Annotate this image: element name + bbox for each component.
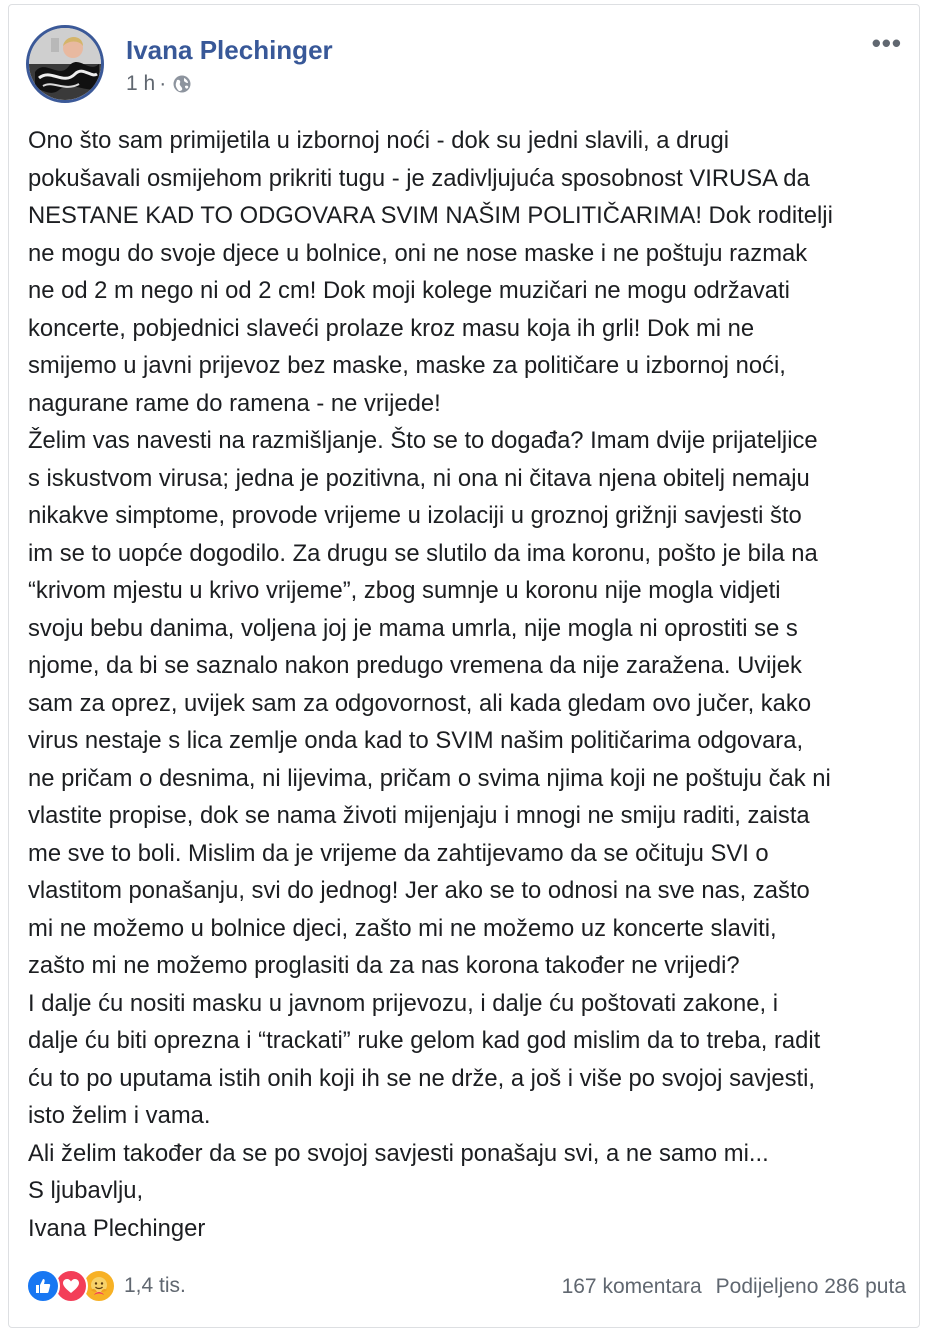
post-text-line: mi ne možemo u bolnice djeci, zašto mi ne možemo uz koncerte slaviti, [28, 914, 777, 942]
post-text-line: vlastite propise, dok se nama životi mijenjaju i mnogi ne smiju raditi, zaista [28, 802, 810, 829]
post-text-line: ne mogu do svoje djece u bolnice, oni ne nose maske i ne poštuju razmak [28, 239, 808, 267]
post-stats [562, 1275, 906, 1299]
post-text-line: vlastitom ponašanju, svi do jednog! Jer ako se to odnosi na sve nas, zašto [28, 877, 810, 904]
post-header [26, 25, 906, 109]
post-text-line: Ivana Plechinger [28, 1214, 206, 1242]
post-footer [26, 1269, 906, 1309]
post-text-line: sam za oprez, uvijek sam za odgovornost, ali kada gledam ovo jučer, kako [28, 689, 812, 717]
post-text-line: nagurane rame do ramena - ne vrijede! [28, 389, 441, 417]
post-text-line: Želim vas navesti na razmišljanje. Što se to događa? Imam dvije prijateljice [28, 427, 818, 454]
post-text-line: njome, da bi se saznalo nakon predugo vremena da nije zaražena. Uvijek [28, 652, 802, 679]
post-text-line: nikakve simptome, provode vrijeme u izolaciji u groznoj grižnji savjesti što [28, 502, 802, 529]
post-text-line: NESTANE KAD TO ODGOVARA SVIM NAŠIM POLITIČARIMA! Dok roditelji [28, 202, 833, 229]
post-text-line: svoju bebu danima, voljena joj je mama umrla, nije mogla ni oprostiti se s [28, 614, 798, 642]
post-text-line: ne pričam o desnima, ni lijevima, pričam o svima njima koji ne poštuju čak ni [28, 764, 831, 792]
post-text-line: me sve to boli. Mislim da je vrijeme da zahtijevamo da se očituju SVI o [28, 839, 769, 867]
post-text-line: S ljubavlju, [28, 1177, 144, 1204]
avatar[interactable] [26, 25, 104, 103]
post-text-line: “krivom mjestu u krivo vrijeme”, zbog sumnje u koronu nije mogla vidjeti [28, 577, 781, 604]
post-text-line: virus nestaje s lica zemlje onda kad to SVIM našim političarima odgovara, [28, 727, 804, 754]
post-text-line: isto želim i vama. [28, 1102, 211, 1129]
globe-icon[interactable] [172, 74, 192, 94]
post-text-line: smijemo u javni prijevoz bez maske, maske za političare u izbornoj noći, [28, 352, 786, 379]
comments-count[interactable]: 167 komentara [561, 1275, 702, 1298]
more-icon[interactable]: ••• [871, 28, 902, 58]
author-name[interactable]: Ivana Plechinger [126, 35, 333, 65]
post-text-line: dalje ću biti oprezna i “trackati” ruke gelom kad god mislim da to treba, radit [28, 1027, 821, 1054]
post-meta [126, 72, 192, 96]
reactions-summary[interactable] [26, 1269, 186, 1303]
post-text-line: Ali želim također da se po svojoj savjesti ponašaju svi, a ne samo mi... [28, 1139, 769, 1167]
post-text-line: koncerte, pobjednici slaveći prolaze kroz masu koja ih grli! Dok mi ne [28, 314, 755, 342]
post-text-line: pokušavali osmijehom prikriti tugu - je zadivljujuća sposobnost VIRUSA da [28, 164, 810, 192]
post-text-line: ne od 2 m nego ni od 2 cm! Dok moji kolege muzičari ne mogu održavati [28, 277, 790, 304]
reaction-count[interactable]: 1,4 tis. [124, 1274, 186, 1297]
meta-separator: · [159, 72, 167, 95]
post-text-line: ću to po uputama istih onih koji ih se ne drže, a još i više po svojoj savjesti, [28, 1064, 816, 1092]
post-time[interactable]: 1 h [126, 72, 156, 95]
avatar-photo [29, 28, 101, 100]
post-card [8, 4, 920, 1328]
post-text [28, 122, 904, 1247]
like-icon [26, 1269, 60, 1303]
post-text-line: I dalje ću nositi masku u javnom prijevozu, i dalje ću poštovati zakone, i [28, 989, 778, 1017]
shares-count[interactable]: Podijeljeno 286 puta [715, 1275, 906, 1298]
post-text-line: im se to uopće dogodilo. Za drugu se slutilo da ima koronu, pošto je bila na [28, 539, 818, 567]
post-text-line: Ono što sam primijetila u izbornoj noći - dok su jedni slavili, a drugi [28, 127, 729, 154]
post-text-line: zašto mi ne možemo proglasiti da za nas korona također ne vrijedi? [28, 952, 740, 979]
post-text-line: s iskustvom virusa; jedna je pozitivna, ni ona ni čitava njena obitelj nemaju [28, 464, 810, 492]
